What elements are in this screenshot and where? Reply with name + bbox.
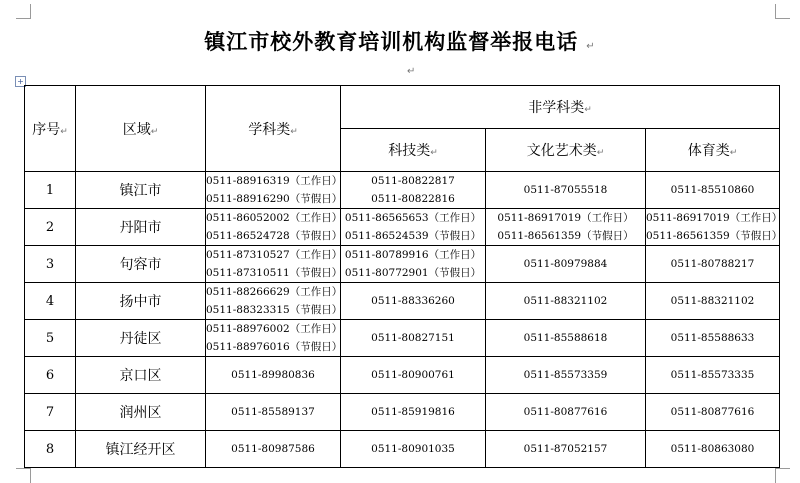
phone-number: 0511-88916290（节假日） (206, 193, 343, 205)
phone-number: 0511-87052157 (523, 443, 608, 455)
cell-area (76, 209, 206, 246)
cell-arts-phone (486, 394, 646, 431)
cell-sports-phone (646, 283, 780, 320)
cell-arts-phone (486, 209, 646, 246)
cell-area (76, 246, 206, 283)
cell-tech-phone (341, 394, 486, 431)
cell-seq (25, 320, 76, 357)
phone-number: 0511-80900761 (371, 369, 455, 381)
phone-number: 0511-86561359（节假日） (646, 230, 783, 242)
cell-seq (25, 246, 76, 283)
seq-value: 2 (45, 219, 55, 235)
cell-sports-phone (646, 431, 780, 468)
phone-number: 0511-85588633 (670, 332, 755, 344)
cell-subject-phone (206, 209, 341, 246)
cell-tech-phone (341, 283, 486, 320)
phone-number: 0511-80979884 (523, 258, 608, 270)
document-title-text: 镇江市校外教育培训机构监督举报电话 (204, 30, 579, 54)
cell-area (76, 320, 206, 357)
phone-number: 0511-86561359（节假日） (497, 230, 634, 242)
phone-number: 0511-80788217 (670, 258, 755, 270)
table-row (25, 357, 780, 394)
phone-number: 0511-80901035 (371, 443, 455, 455)
phone-number: 0511-87055518 (523, 184, 608, 196)
cell-sports-phone (646, 394, 780, 431)
cell-tech-phone (341, 357, 486, 394)
cell-sports-phone (646, 246, 780, 283)
area-name: 京口区 (119, 368, 162, 384)
phone-number: 0511-88916319（工作日） (206, 175, 343, 187)
seq-value: 7 (45, 404, 55, 420)
header-seq: 序号↵ (25, 86, 76, 172)
cell-tech-phone (341, 246, 486, 283)
area-name: 镇江经开区 (105, 442, 176, 458)
phone-number: 0511-86917019（工作日） (497, 212, 634, 224)
cell-seq (25, 394, 76, 431)
phone-number: 0511-85510860 (670, 184, 755, 196)
phone-number: 0511-86917019（工作日） (646, 212, 783, 224)
phone-number: 0511-87310527（工作日） (206, 249, 343, 261)
cell-arts-phone (486, 283, 646, 320)
cell-subject-phone (206, 431, 341, 468)
phone-number: 0511-88976002（工作日） (206, 323, 343, 335)
phone-number: 0511-88321102 (670, 295, 755, 307)
phone-number: 0511-88266629（工作日） (206, 286, 343, 298)
cell-tech-phone (341, 209, 486, 246)
seq-value: 5 (45, 330, 55, 346)
phone-number: 0511-88976016（节假日） (206, 341, 343, 353)
phone-number: 0511-85573359 (523, 369, 608, 381)
phone-number: 0511-80877616 (523, 406, 608, 418)
paragraph-mark-icon: ↵ (407, 66, 416, 77)
cell-subject-phone (206, 357, 341, 394)
cell-seq (25, 357, 76, 394)
phone-number: 0511-86524728（节假日） (206, 230, 343, 242)
cell-area (76, 394, 206, 431)
cell-arts-phone (486, 320, 646, 357)
phone-number: 0511-85588618 (523, 332, 608, 344)
cell-area (76, 431, 206, 468)
table-row (25, 246, 780, 283)
table-row (25, 172, 780, 209)
cell-tech-phone (341, 431, 486, 468)
cell-subject-phone (206, 394, 341, 431)
cell-sports-phone (646, 209, 783, 246)
phone-number: 0511-80789916（工作日） (344, 249, 482, 261)
phone-number: 0511-86565653（工作日） (344, 212, 482, 224)
cell-arts-phone (486, 246, 646, 283)
table-row (25, 283, 780, 320)
area-name: 丹阳市 (119, 220, 162, 236)
crop-mark-top-right (775, 4, 790, 19)
header-tech: 科技类↵ (341, 129, 486, 172)
cell-subject-phone (206, 283, 341, 320)
phone-number: 0511-88321102 (523, 295, 608, 307)
table-row (25, 394, 780, 431)
area-name: 扬中市 (119, 294, 162, 310)
phone-number: 0511-87310511（节假日） (206, 267, 343, 279)
area-name: 润州区 (119, 405, 162, 421)
cell-seq (25, 283, 76, 320)
phone-number: 0511-80827151 (371, 332, 455, 344)
header-area: 区域↵ (76, 86, 206, 172)
seq-value: 4 (45, 293, 55, 309)
cell-area (76, 283, 206, 320)
cell-seq (25, 209, 76, 246)
phone-number: 0511-80863080 (670, 443, 755, 455)
header-row-1 (25, 86, 780, 129)
area-name: 镇江市 (119, 183, 162, 199)
seq-value: 6 (45, 367, 55, 383)
phone-number: 0511-88323315（节假日） (206, 304, 343, 316)
phone-number: 0511-88336260 (371, 295, 455, 307)
seq-value: 1 (45, 182, 55, 198)
cell-arts-phone (486, 172, 646, 209)
document-title (0, 26, 800, 56)
table-row (25, 320, 780, 357)
cell-tech-phone (341, 172, 486, 209)
phone-number: 0511-86052002（工作日） (206, 212, 343, 224)
phone-number: 0511-80822816 (371, 193, 455, 205)
cell-subject-phone (206, 172, 341, 209)
area-name: 丹徒区 (119, 331, 162, 347)
phone-number: 0511-85919816 (371, 406, 455, 418)
seq-value: 3 (45, 256, 55, 272)
cell-subject-phone (206, 246, 341, 283)
table-row (25, 209, 780, 246)
phone-number: 0511-85589137 (231, 406, 315, 418)
cell-tech-phone (341, 320, 486, 357)
header-sports: 体育类↵ (646, 129, 780, 172)
cell-sports-phone (646, 172, 780, 209)
table-move-handle-icon[interactable]: + (15, 76, 26, 87)
header-non-subject: 非学科类↵ (341, 86, 780, 129)
phone-number: 0511-86524539（节假日） (344, 230, 482, 242)
crop-mark-bottom-right (775, 468, 790, 483)
cell-seq (25, 172, 76, 209)
phone-number: 0511-85573335 (670, 369, 755, 381)
cell-arts-phone (486, 357, 646, 394)
cell-sports-phone (646, 320, 780, 357)
table-row (25, 431, 780, 468)
crop-mark-top-left (16, 4, 31, 19)
phone-number: 0511-80877616 (670, 406, 755, 418)
header-arts: 文化艺术类↵ (486, 129, 646, 172)
seq-value: 8 (45, 441, 55, 457)
header-subject: 学科类↵ (206, 86, 341, 172)
phone-number: 0511-89980836 (231, 369, 315, 381)
cell-area (76, 172, 206, 209)
crop-mark-bottom-left (16, 468, 31, 483)
area-name: 句容市 (119, 257, 162, 273)
cell-area (76, 357, 206, 394)
phone-number: 0511-80772901（节假日） (344, 267, 482, 279)
phone-number: 0511-80822817 (371, 175, 455, 187)
phone-number: 0511-80987586 (231, 443, 315, 455)
cell-sports-phone (646, 357, 780, 394)
paragraph-mark-icon: ↵ (586, 41, 596, 52)
cell-arts-phone (486, 431, 646, 468)
cell-subject-phone (206, 320, 341, 357)
hotline-table (24, 85, 783, 468)
cell-seq (25, 431, 76, 468)
